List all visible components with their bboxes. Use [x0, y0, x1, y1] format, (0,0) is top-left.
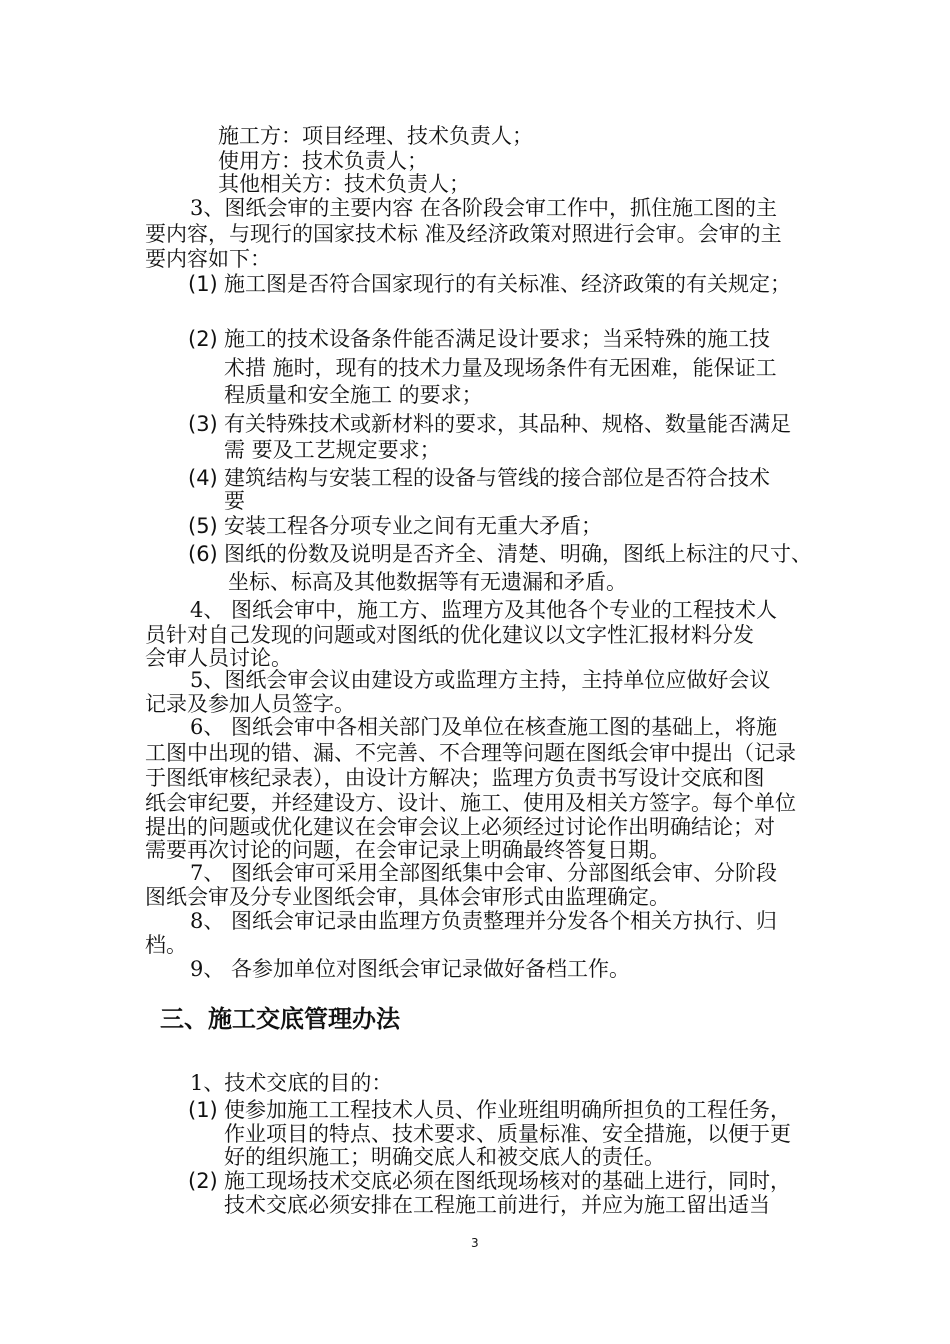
body-line: 4、 图纸会审中，施工方、监理方及其他各个专业的工程技术人: [190, 598, 778, 622]
body-line: 8、 图纸会审记录由监理方负责整理并分发各个相关方执行、归: [190, 909, 778, 933]
body-line: 施工方：项目经理、技术负责人；: [218, 124, 533, 148]
page-number: 3: [471, 1236, 479, 1250]
list-item-line: 图纸的份数及说明是否齐全、清楚、明确，图纸上标注的尺寸、: [224, 542, 812, 566]
body-line: 5、图纸会审会议由建设方或监理方主持，主持单位应做好会议: [190, 668, 771, 692]
body-line: 7、 图纸会审可采用全部图纸集中会审、分部图纸会审、分阶段: [190, 861, 778, 885]
list-number: (6): [188, 542, 218, 566]
body-line: 其他相关方：技术负责人；: [218, 172, 470, 196]
body-line: 提出的问题或优化建议在会审会议上必须经过讨论作出明确结论；对: [145, 815, 775, 839]
list-item-line: 要: [224, 489, 245, 513]
list-item-line: 有关特殊技术或新材料的要求，其品种、规格、数量能否满足: [224, 412, 791, 436]
list-item-line: 好的组织施工；明确交底人和被交底人的责任。: [224, 1145, 665, 1169]
list-item-line: 施工的技术设备条件能否满足设计要求；当采特殊的施工技: [224, 327, 770, 351]
list-item-line: 施工图是否符合国家现行的有关标准、经济政策的有关规定；: [224, 272, 791, 296]
list-number: (5): [188, 514, 218, 538]
body-line: 要内容，与现行的国家技术标 准及经济政策对照进行会审。会审的主: [145, 222, 782, 246]
section-heading: 三、施工交底管理办法: [160, 1005, 400, 1033]
list-number: (4): [188, 466, 218, 490]
list-item-line: 作业项目的特点、技术要求、质量标准、安全措施，以便于更: [224, 1122, 791, 1146]
list-item-line: 施工现场技术交底必须在图纸现场核对的基础上进行，同时，: [224, 1169, 791, 1193]
list-item-line: 技术交底必须安排在工程施工前进行，并应为施工留出适当: [224, 1193, 770, 1217]
body-line: 于图纸审核纪录表），由设计方解决；监理方负责书写设计交底和图: [145, 766, 765, 790]
body-line: 要内容如下：: [145, 247, 271, 271]
body-line: 6、 图纸会审中各相关部门及单位在核查施工图的基础上，将施: [190, 715, 778, 739]
list-number: (2): [188, 1169, 218, 1193]
list-item-line: 需 要及工艺规定要求；: [224, 438, 441, 462]
body-line: 档。: [145, 933, 187, 957]
body-line: 图纸会审及分专业图纸会审，具体会审形式由监理确定。: [145, 885, 670, 909]
body-line: 记录及参加人员签字。: [145, 692, 355, 716]
list-number: (1): [188, 272, 218, 296]
body-line: 使用方：技术负责人；: [218, 149, 428, 173]
list-item-line: 术措 施时，现有的技术力量及现场条件有无困难，能保证工: [224, 356, 777, 380]
list-item-line: 安装工程各分项专业之间有无重大矛盾；: [224, 514, 602, 538]
body-line: 会审人员讨论。: [145, 646, 292, 670]
body-line: 3、图纸会审的主要内容 在各阶段会审工作中，抓住施工图的主: [190, 196, 778, 220]
body-line: 员针对自己发现的问题或对图纸的优化建议以文字性汇报材料分发: [145, 623, 754, 647]
body-line: 纸会审纪要，并经建设方、设计、施工、使用及相关方签字。每个单位: [145, 791, 796, 815]
list-item-line: 程质量和安全施工 的要求；: [224, 383, 483, 407]
list-number: (2): [188, 327, 218, 351]
body-line: 1、技术交底的目的：: [190, 1071, 393, 1095]
list-item-line: 建筑结构与安装工程的设备与管线的接合部位是否符合技术: [224, 466, 770, 490]
list-number: (3): [188, 412, 218, 436]
body-line: 需要再次讨论的问题，在会审记录上明确最终答复日期。: [145, 838, 670, 862]
list-item-line: 坐标、标高及其他数据等有无遗漏和矛盾。: [228, 570, 627, 594]
list-item-line: 使参加施工工程技术人员、作业班组明确所担负的工程任务，: [224, 1098, 791, 1122]
list-number: (1): [188, 1098, 218, 1122]
body-line: 工图中出现的错、漏、不完善、不合理等问题在图纸会审中提出（记录: [145, 741, 796, 765]
body-line: 9、 各参加单位对图纸会审记录做好备档工作。: [190, 957, 631, 981]
